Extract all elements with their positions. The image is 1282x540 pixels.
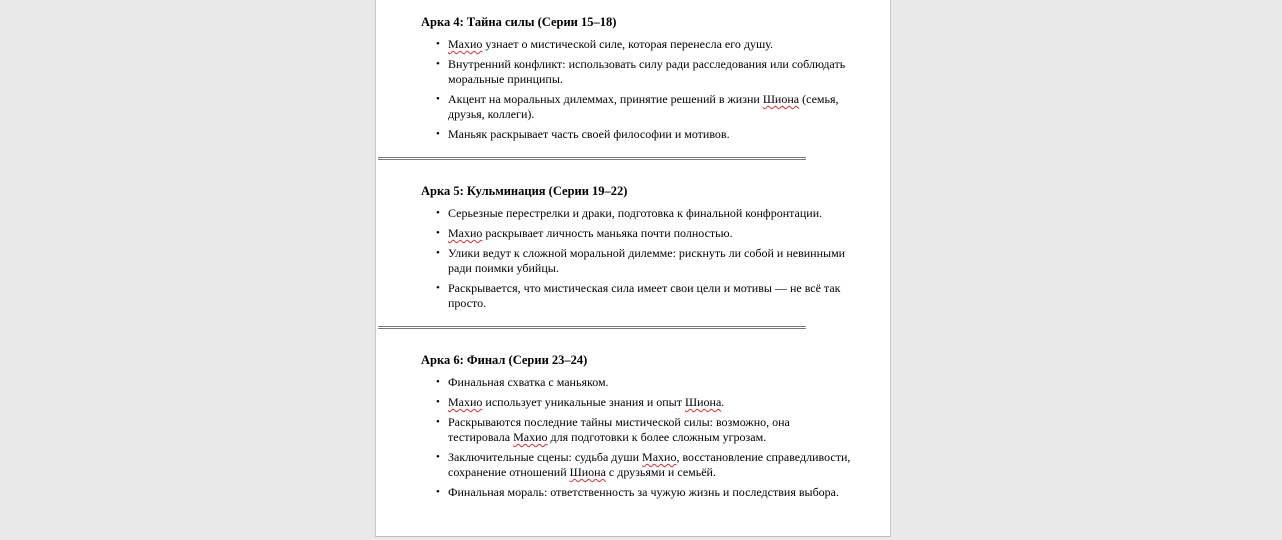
- document-section: [421, 352, 856, 500]
- bullet-text: Финальная мораль: ответственность за чужую жизнь и последствия выбора.: [448, 485, 839, 499]
- bullet-item: [421, 485, 856, 500]
- bullet-marker: •: [436, 58, 440, 70]
- bullet-item: [421, 246, 856, 276]
- misspelled-word: Махио: [513, 430, 548, 444]
- bullet-text: Заключительные сцены: судьба души Махио, восстановление справедливости, сохранение отношений Шиона с друзьями и семьёй.: [448, 450, 851, 479]
- bullet-marker: •: [436, 93, 440, 105]
- bullet-text: Раскрываются последние тайны мистической силы: возможно, она тестировала Махио для подготовки к более сложным угрозам.: [448, 415, 790, 444]
- bullet-text: Улики ведут к сложной моральной дилемме: рискнуть ли собой и невинными ради поимки убийцы.: [448, 246, 846, 275]
- bullet-item: [421, 206, 856, 221]
- bullet-marker: •: [436, 396, 440, 408]
- document-page[interactable]: [375, 0, 891, 537]
- document-section: [421, 14, 856, 142]
- section-separator: [378, 157, 806, 160]
- bullet-marker: •: [436, 227, 440, 239]
- misspelled-word: Шиона: [762, 92, 800, 106]
- bullet-text: Внутренний конфликт: использовать силу ради расследования или соблюдать моральные принципы.: [448, 57, 846, 86]
- bullet-item: [421, 375, 856, 390]
- document-section: [421, 183, 856, 311]
- bullet-text: Маньяк раскрывает часть своей философии и мотивов.: [448, 127, 730, 141]
- misspelled-word: Шиона: [569, 465, 606, 479]
- bullet-marker: •: [436, 376, 440, 388]
- bullet-item: [421, 92, 856, 122]
- bullet-item: [421, 127, 856, 142]
- misspelled-word: Махио: [642, 450, 677, 464]
- section-separator: [378, 326, 806, 329]
- bullet-text: Раскрывается, что мистическая сила имеет свои цели и мотивы — не всё так просто.: [448, 281, 841, 310]
- misspelled-word: Махио: [448, 37, 483, 51]
- bullet-item: [421, 37, 856, 52]
- section-heading: Арка 6: Финал (Серии 23–24): [421, 353, 588, 367]
- section-heading: Арка 4: Тайна силы (Серии 15–18): [421, 15, 617, 29]
- bullet-marker: •: [436, 416, 440, 428]
- bullet-text: Махио узнает о мистической силе, которая перенесла его душу.: [448, 37, 774, 51]
- bullet-item: [421, 450, 856, 480]
- bullet-text: Акцент на моральных дилеммах, принятие решений в жизни Шиона (семья, друзья, коллеги).: [448, 92, 839, 121]
- misspelled-word: Махио: [448, 226, 483, 240]
- bullet-item: [421, 57, 856, 87]
- bullet-item: [421, 226, 856, 241]
- document-content: [376, 0, 890, 500]
- bullet-text: Серьезные перестрелки и драки, подготовка к финальной конфронтации.: [448, 206, 823, 220]
- bullet-marker: •: [436, 38, 440, 50]
- bullet-marker: •: [436, 486, 440, 498]
- bullet-marker: •: [436, 282, 440, 294]
- bullet-item: [421, 281, 856, 311]
- bullet-text: Финальная схватка с маньяком.: [448, 375, 609, 389]
- misspelled-word: Шиона: [685, 395, 722, 409]
- bullet-text: Махио раскрывает личность маньяка почти полностью.: [448, 226, 733, 240]
- bullet-marker: •: [436, 451, 440, 463]
- bullet-item: [421, 395, 856, 410]
- bullet-marker: •: [436, 247, 440, 259]
- section-heading: Арка 5: Кульминация (Серии 19–22): [421, 184, 628, 198]
- bullet-text: Махио использует уникальные знания и опыт Шиона.: [448, 395, 725, 409]
- bullet-marker: •: [436, 128, 440, 140]
- bullet-marker: •: [436, 207, 440, 219]
- bullet-item: [421, 415, 856, 445]
- misspelled-word: Махио: [448, 395, 483, 409]
